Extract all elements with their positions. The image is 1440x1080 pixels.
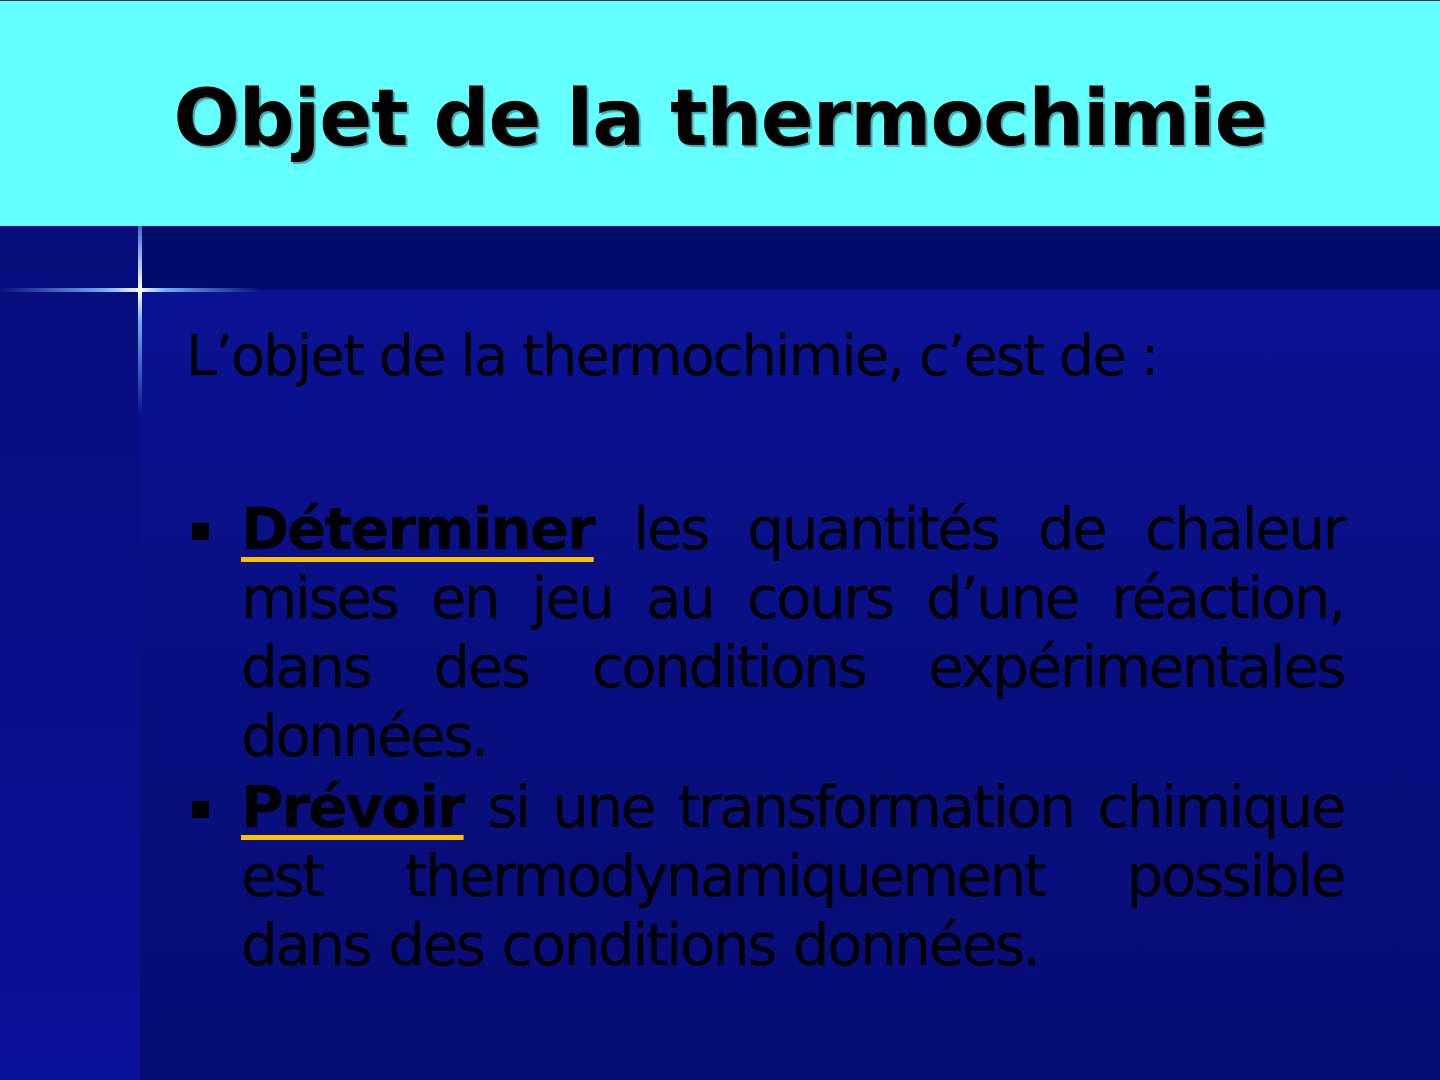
intro-text: L’objet de la thermochimie, c’est de : — [186, 324, 1158, 389]
left-decor-column — [0, 226, 140, 1080]
title-band — [0, 0, 1440, 226]
bullet-item-determiner — [186, 495, 1344, 771]
bullet-keyword: Déterminer — [241, 495, 594, 563]
sparkle-vertical-line — [138, 226, 142, 416]
slide-title: Objet de la thermochimie — [173, 74, 1267, 164]
bullet-text — [241, 495, 1344, 771]
bullet-body: si une transformation chimique est thermodynamiquement possible dans des conditions données. — [241, 773, 1344, 979]
square-bullet-icon — [192, 801, 209, 818]
bullet-text — [241, 773, 1344, 980]
sparkle-horizontal-line — [0, 288, 260, 292]
square-bullet-icon — [192, 523, 209, 540]
bullet-keyword: Prévoir — [241, 773, 464, 841]
top-decor-strip — [140, 226, 1440, 290]
bullet-body: les quantités de chaleur mises en jeu au cours d’une réaction, dans des conditions expérimentales données. — [241, 495, 1344, 770]
bullet-list — [186, 495, 1344, 982]
bullet-item-prevoir — [186, 773, 1344, 980]
